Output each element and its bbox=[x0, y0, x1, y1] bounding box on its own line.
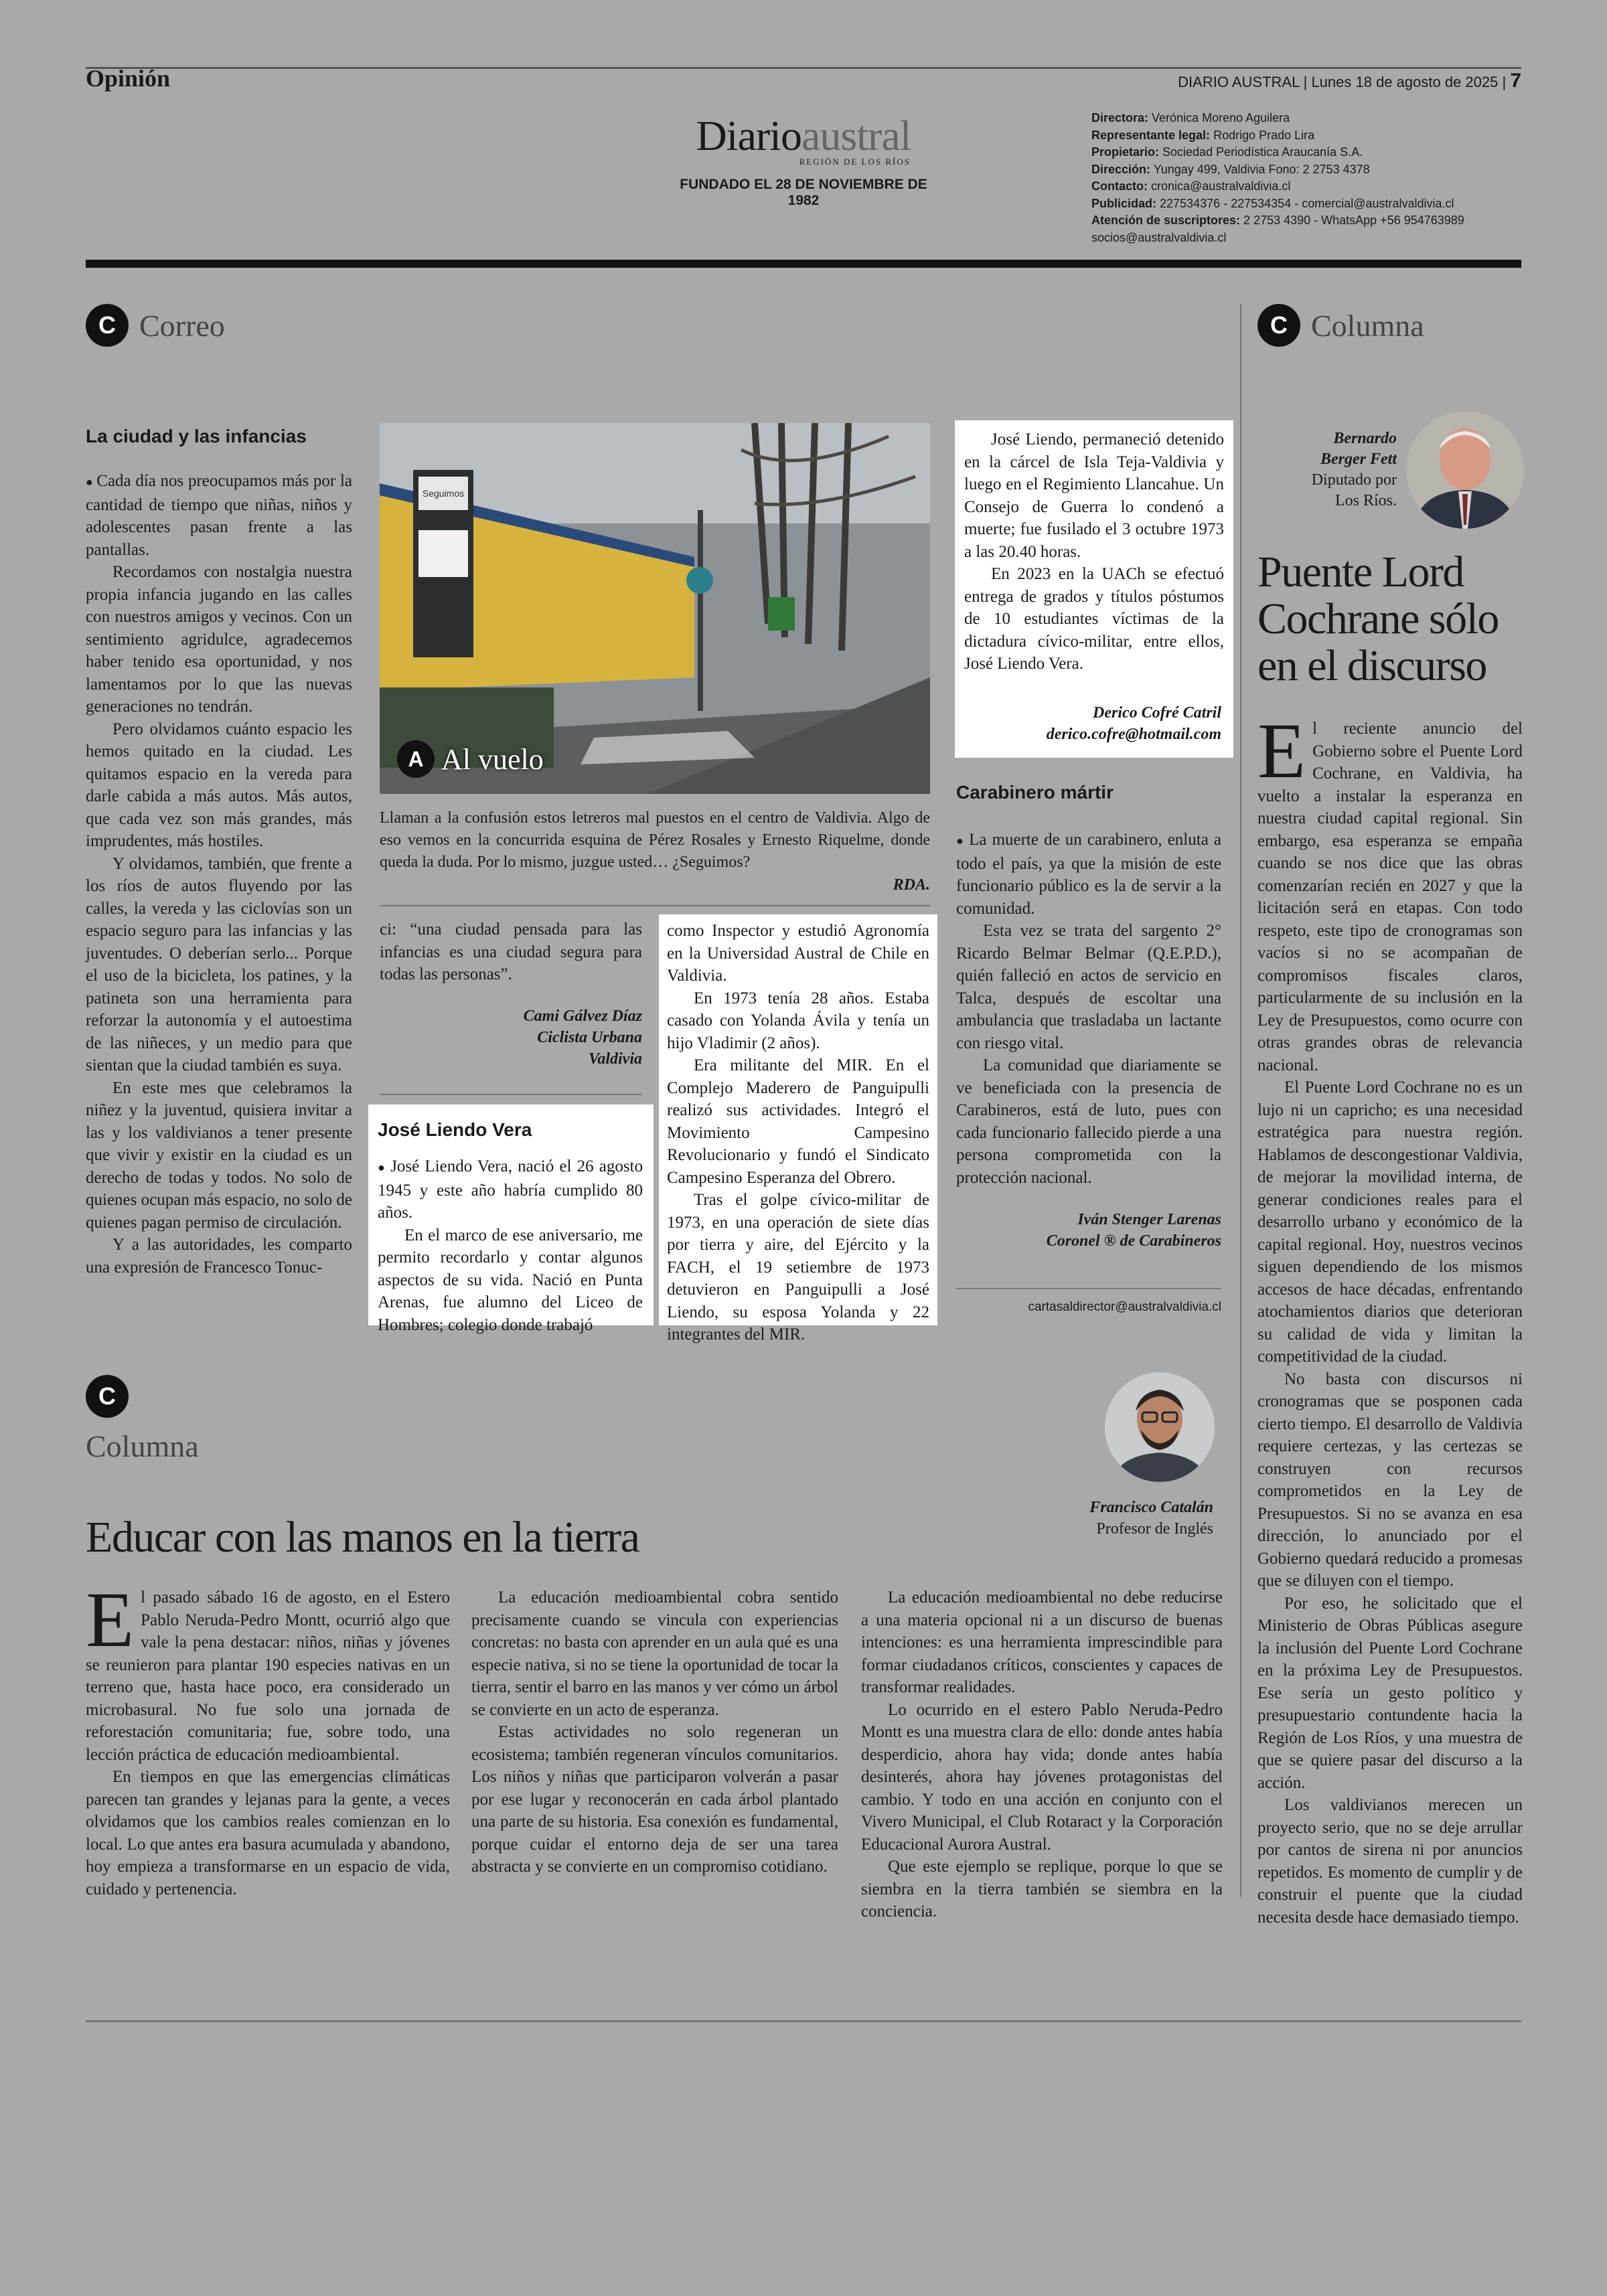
paragraph: Y a las autoridades, les comparto una expresión de Francesco Tonuc- bbox=[86, 1236, 352, 1277]
staff-box bbox=[1091, 110, 1520, 246]
paragraph: Recordamos con nostalgia nuestra propia infancia jugando en las calles con nuestros amigos y vecinos. Con un sentimiento agridulce, agradecemos haber tenido esa oportunidad, y nos lamentamos por lo que las nuevas generaciones no tendrán. bbox=[86, 563, 352, 716]
al-vuelo-title: Al vuelo bbox=[441, 742, 544, 776]
staff-line bbox=[1091, 178, 1520, 195]
paragraph: En 2023 en la UACh se efectuó entrega de grados y títulos póstumos de 10 estudiantes víctimas de la dictadura cívico-militar, entre ellos, José Liendo Vera. bbox=[964, 565, 1224, 673]
section-label: Opinión bbox=[86, 65, 171, 92]
headline-line: Cochrane sólo bbox=[1257, 594, 1499, 643]
right-column-title: Columna bbox=[1311, 308, 1424, 343]
correo-header bbox=[86, 304, 225, 347]
paragraph: Estas actividades no solo regeneran un ecosistema; también regeneran vínculos comunitarios. Los niños y niñas que participaron volverán a pasar por ese lugar y reconocerán en cada árbol plantado una parte de su historia. Esa conexión es fundamental, porque cuidar el entorno deja de ser una tarea abstracta y se convierte en un compromiso cotidiano. bbox=[471, 1723, 838, 1876]
staff-value: 227534376 - 227534354 - comercial@australvaldivia.cl bbox=[1156, 196, 1454, 210]
letter2-body-2 bbox=[667, 920, 929, 1346]
paragraph: En el marco de ese aniversario, me permito recordarlo y contar algunos aspectos de su vida. Nació en Punta Arenas, fue alumno del Liceo de Hombres; colegio donde trabajó bbox=[378, 1226, 643, 1334]
catalan-avatar bbox=[1105, 1372, 1215, 1482]
caption-divider bbox=[380, 905, 930, 906]
letter3-heading: Carabinero mártir bbox=[956, 782, 1114, 803]
paragraph: En este mes que celebramos la niñez y la juventud, quisiera invitar a las y los valdivianos a tener presente que vivir y existir en la ciudad es un derecho de todas y todos. No solo de quienes ocupan más espacio, no solo de quienes pagan permiso de circulación. bbox=[86, 1078, 352, 1232]
letter2-box-2 bbox=[659, 914, 937, 1343]
bottom-column-title: Columna bbox=[86, 1429, 199, 1463]
staff-label: Representante legal: bbox=[1091, 128, 1211, 142]
logo-diario: Diario bbox=[696, 112, 801, 159]
paper-ref bbox=[1178, 70, 1521, 92]
letter-divider bbox=[380, 1094, 642, 1095]
staff-label: Contacto: bbox=[1091, 179, 1148, 193]
staff-line bbox=[1091, 161, 1520, 179]
correo-badge: C bbox=[86, 304, 129, 347]
paragraph: Esta vez se trata del sargento 2° Ricardo Belmar Belmar (Q.E.P.D.), quién falleció en actos de servicio en Talca, después de escoltar una ambulancia que trasladaba un lactante con riesgo vital. bbox=[956, 922, 1221, 1052]
bottom-column-headline: Educar con las manos en la tierra bbox=[86, 1513, 639, 1562]
catalan-portrait bbox=[1105, 1372, 1215, 1482]
paragraph: como Inspector y estudió Agronomía en la Universidad Austral de Chile en Valdivia. bbox=[667, 922, 929, 985]
al-vuelo-photo bbox=[380, 423, 930, 794]
bottom-column-badge: C bbox=[86, 1375, 129, 1418]
signature-line: Ciclista Urbana bbox=[537, 1029, 642, 1046]
staff-label: Propietario: bbox=[1091, 145, 1160, 159]
correo-title: Correo bbox=[139, 308, 225, 343]
letter2-heading: José Liendo Vera bbox=[378, 1119, 532, 1140]
masthead bbox=[663, 111, 944, 209]
street-photo-illustration bbox=[380, 423, 930, 794]
founded-line: FUNDADO EL 28 DE NOVIEMBRE DE 1982 bbox=[680, 177, 927, 208]
paragraph: Los valdivianos merecen un proyecto serio, que no se deje arrullar por cantos de sirena ni por anuncios repetidos. Es momento de cumplir y de construir el puente que la ciudad necesita desde hace demasiado tiempo. bbox=[1257, 1796, 1523, 1926]
paper-date: DIARIO AUSTRAL | Lunes 18 de agosto de 2025 | bbox=[1178, 74, 1507, 90]
right-dropcap: E bbox=[1257, 707, 1306, 795]
paragraph: ● José Liendo Vera, nació el 26 agosto 1945 y este año habría cumplido 80 años. bbox=[378, 1157, 643, 1222]
signature-line: Coronel ® de Carabineros bbox=[1046, 1232, 1221, 1250]
staff-value: cronica@australvaldivia.cl bbox=[1148, 179, 1291, 193]
email-divider bbox=[956, 1288, 1221, 1289]
paragraph: La comunidad que diariamente se ve beneficiada con la presencia de Carabineros, está de luto, pues con cada funcionario fallecido pierde a una persona comprometida con la protección nacional. bbox=[956, 1056, 1221, 1187]
paragraph: Tras el golpe cívico-militar de 1973, en una operación de siete días por tierra y aire, del Ejército y la FACH, el 19 setiembre de 1973 detuvieron en Panguipulli a José Liendo, su esposa Yolanda y 22 integrantes del MIR. bbox=[667, 1191, 929, 1343]
paragraph: l reciente anuncio del Gobierno sobre el Puente Lord Cochrane, en Valdivia, ha vuelto a instalar la esperanza en nuestra ciudad capital regional. Sin embargo, esa esperanza se empaña cuando se nos dice que las obras comenzarían recién en 2027 y que la licitación será en etapas. Con todo respeto, este tipo de cronogramas son vacíos si no se acompañan de compromisos fiscales claros, particularmente de su inclusión en la Ley de Presupuestos, como ocurre con otras grandes obras de relevancia nacional. bbox=[1257, 720, 1523, 1074]
letter1-body bbox=[86, 470, 352, 1279]
bottom-col1-paragraphs bbox=[86, 1576, 450, 1900]
author-line: Profesor de Inglés bbox=[1096, 1520, 1213, 1538]
paragraph: En tiempos en que las emergencias climáticas parecen tan grandes y lejanas para la gente, a veces olvidamos que los cambios reales comienzan en lo local. Lo que antes era basura acumulada y abandono, hoy empieza a transformarse en un espacio de vida, cuidado y pertenencia. bbox=[86, 1768, 450, 1898]
staff-line bbox=[1091, 110, 1520, 127]
staff-value: socios@australvaldivia.cl bbox=[1091, 230, 1227, 244]
paragraph: Por eso, he solicitado que el Ministerio de Obras Públicas asegure la inclusión del Puente Lord Cochrane en la próxima Ley de Presupuestos. Ese sería un gesto político y presupuestario contundente hacia la Región de Los Ríos, y una muestra de que se quiere pasar del discurso a la acción. bbox=[1257, 1594, 1523, 1792]
letter2-body-3 bbox=[964, 428, 1224, 675]
paragraph: José Liendo, permaneció detenido en la cárcel de Isla Teja-Valdivia y luego en el Regimiento Llancahue. Un Consejo de Guerra lo condenó a muerte; fue fusilado el 3 octubre 1973 a las 20.40 horas. bbox=[964, 430, 1224, 561]
author-line: Diputado por bbox=[1311, 471, 1397, 489]
staff-value: Verónica Moreno Aguilera bbox=[1148, 111, 1290, 125]
bottom-col2 bbox=[471, 1586, 838, 1878]
right-column-body bbox=[1257, 707, 1523, 1929]
bottom-rule bbox=[86, 2020, 1521, 2022]
staff-line bbox=[1091, 212, 1520, 230]
staff-value: Yungay 499, Valdivia Fono: 2 2753 4378 bbox=[1150, 162, 1370, 176]
letters-email: cartasaldirector@australvaldivia.cl bbox=[1028, 1300, 1221, 1314]
right-column-headline bbox=[1257, 549, 1525, 689]
staff-label: Publicidad: bbox=[1091, 196, 1157, 210]
paragraph: No basta con discursos ni cronogramas que se posponen cada cierto tiempo. El desarrollo de Valdivia requiere certezas, y las certezas se construyen con recursos comprometidos en la Ley de Presupuestos. Si no se avanza en esa dirección, lo anunciado por el Gobierno quedará reducido a promesas que se diluyen con el tiempo. bbox=[1257, 1370, 1523, 1590]
letter3-signature bbox=[956, 1209, 1221, 1252]
letter1-continuation bbox=[380, 918, 642, 986]
paragraph: ● La muerte de un carabinero, enluta a todo el país, ya que la misión de este funcionario público es la de servir a la comunidad. bbox=[956, 831, 1221, 918]
logo-austral: austral bbox=[801, 112, 911, 159]
letter1-signature bbox=[380, 1005, 642, 1070]
paragraph: La educación medioambiental cobra sentido precisamente cuando se vincula con experiencias concretas: no basta con aprender en un aula qué es una especie nativa, si no se tiene la oportunidad de tocar la tierra, sentir el barro en las manos y ver cómo un árbol se convierte en un acto de esperanza. bbox=[471, 1588, 838, 1719]
paragraph: ● Cada día nos preocupamos más por la cantidad de tiempo que niñas, niños y adolescentes pasan frente a las pantallas. bbox=[86, 472, 352, 559]
right-column-divider bbox=[1240, 304, 1241, 1897]
staff-line bbox=[1091, 144, 1520, 161]
paragraph: Que este ejemplo se replique, porque lo que se siembra en la tierra también se siembra en la conciencia. bbox=[861, 1858, 1223, 1920]
bullet-icon: ● bbox=[956, 834, 970, 847]
paragraph: Y olvidamos, también, que frente a los ríos de autos fluyendo por las calles, la vereda y las ciclovías son un espacio seguro para las infancias y las juventudes. O deberían serlo... Porque el uso de la bicicleta, los patines, y la patineta son una herramienta para reforzar la autonomía y el autoestima de las niñeces, y un medio para que sientan que la ciudad también es suya. bbox=[86, 854, 352, 1074]
letter2-signature bbox=[964, 702, 1221, 745]
staff-value: Rodrigo Prado Lira bbox=[1210, 128, 1315, 142]
photo-caption: Llaman a la confusión estos letreros mal puestos en el centro de Valdivia. Algo de eso vemos en la concurrida esquina de Pérez Rosales y Ernesto Riquelme, donde queda la duda. Por lo mismo, juzgue usted… ¿Seguimos? bbox=[380, 809, 930, 871]
berger-avatar bbox=[1406, 411, 1524, 529]
right-column-badge: C bbox=[1257, 304, 1300, 347]
letter1-continuation-text: ci: “una ciudad pensada para las infancias es una ciudad segura para todas las personas”. bbox=[380, 920, 642, 983]
bottom-column-header bbox=[86, 1375, 199, 1464]
bottom-col3 bbox=[861, 1586, 1223, 1923]
staff-value: Sociedad Periodística Araucanía S.A. bbox=[1159, 145, 1363, 159]
berger-portrait bbox=[1406, 411, 1524, 529]
paragraph: En 1973 tenía 28 años. Estaba casado con Yolanda Ávila y tenía un hijo Vladimir (2 años). bbox=[667, 989, 929, 1052]
paragraph: Lo ocurrido en el estero Pablo Neruda-Pedro Montt es una muestra clara de ello: donde antes había desperdicio, ahora hay vida; donde antes había desinterés, ahora hay jóvenes protagonistas del cambio. Y todo en una acción en conjunto con el Vivero Municipal, el Club Rotaract y la Corporación Educacional Aurora Austral. bbox=[861, 1700, 1223, 1854]
staff-label: Directora: bbox=[1091, 111, 1149, 125]
top-rule bbox=[86, 67, 1521, 69]
paragraph: El Puente Lord Cochrane no es un lujo ni un capricho; es una necesidad estratégica para nuestra región. Hablamos de descongestionar Valdivia, de mejorar la movilidad interna, de generar condiciones reales para el desarrollo urbano y económico de la capital regional. Hoy, nuestros vecinos siguen dependiendo de los mismos accesos de hace décadas, enfrentando atochamientos diarios que deterioran su calidad de vida y limitan la competitividad de la ciudad. bbox=[1257, 1078, 1523, 1366]
author-line: Bernardo bbox=[1333, 430, 1397, 447]
paragraph: La educación medioambiental no debe reducirse a una materia opcional ni a un discurso de buenas intenciones: es una herramienta imprescindible para formar ciudadanos críticos, conscientes y capaces de transformar realidades. bbox=[861, 1588, 1223, 1696]
paragraph: Era militante del MIR. En el Complejo Maderero de Panguipulli realizó sus actividades. Integró el Movimiento Campesino Revolucionario y fundó el Sindicato Campesino Esperanza del Obrero. bbox=[667, 1056, 929, 1187]
signature-line: derico.cofre@hotmail.com bbox=[1046, 725, 1221, 743]
signature-line: Cami Gálvez Díaz bbox=[523, 1007, 642, 1025]
letter1-heading: La ciudad y las infancias bbox=[86, 426, 307, 446]
author-line: Los Ríos. bbox=[1334, 492, 1397, 509]
headline-line: Puente Lord bbox=[1257, 548, 1464, 596]
right-column-author bbox=[1257, 428, 1397, 511]
photo-credit: RDA. bbox=[893, 876, 930, 894]
right-column-paragraphs bbox=[1257, 707, 1523, 1929]
page-number: 7 bbox=[1510, 70, 1521, 92]
letter2-body-1 bbox=[378, 1155, 643, 1336]
bullet-icon: ● bbox=[378, 1161, 391, 1174]
signature-line: Valdivia bbox=[588, 1050, 642, 1068]
letter2-box-3 bbox=[955, 420, 1233, 758]
letter2-box-1 bbox=[368, 1104, 654, 1334]
al-vuelo-label bbox=[397, 740, 544, 778]
masthead-logo bbox=[663, 111, 944, 161]
staff-line bbox=[1091, 195, 1520, 213]
bullet-icon: ● bbox=[86, 475, 97, 489]
staff-line bbox=[1091, 230, 1520, 247]
paragraph: Pero olvidamos cuánto espacio les hemos quitado en la ciudad. Les quitamos espacio en la vereda para darle cabida a más autos. Más autos, que cada vez son más grandes, más imprudentes, más hostiles. bbox=[86, 720, 352, 850]
signature-line: Derico Cofré Catril bbox=[1093, 704, 1221, 722]
author-line: Berger Fett bbox=[1320, 450, 1397, 468]
logo-region: REGIÓN DE LOS RÍOS bbox=[799, 157, 911, 167]
sign-text: Seguimos bbox=[422, 488, 465, 499]
staff-label: Dirección: bbox=[1091, 162, 1151, 176]
bottom-col1 bbox=[86, 1576, 450, 1900]
al-vuelo-badge: A bbox=[397, 740, 435, 778]
staff-value: 2 2753 4390 - WhatsApp +56 954763989 bbox=[1240, 214, 1464, 227]
right-column-header bbox=[1257, 304, 1424, 347]
staff-line bbox=[1091, 127, 1520, 145]
bottom-column-author bbox=[1004, 1497, 1213, 1540]
headline-line: en el discurso bbox=[1257, 641, 1486, 690]
bottom-dropcap: E bbox=[86, 1576, 135, 1663]
signature-line: Iván Stenger Larenas bbox=[1077, 1211, 1221, 1228]
paragraph: l pasado sábado 16 de agosto, en el Estero Pablo Neruda-Pedro Montt, ocurrió algo que vale la pena destacar: niños, niñas y jóvenes se reunieron para plantar 190 especies nativas en un terreno que, hasta hace poco, era considerado un microbasural. No fue solo una jornada de reforestación comunitaria; fue, sobre todo, una lección práctica de educación medioambiental. bbox=[86, 1588, 450, 1764]
staff-label: Atención de suscriptores: bbox=[1091, 214, 1241, 227]
author-line: Francisco Catalán bbox=[1089, 1499, 1213, 1516]
masthead-rule bbox=[86, 260, 1521, 268]
letter3-body bbox=[956, 829, 1221, 1189]
